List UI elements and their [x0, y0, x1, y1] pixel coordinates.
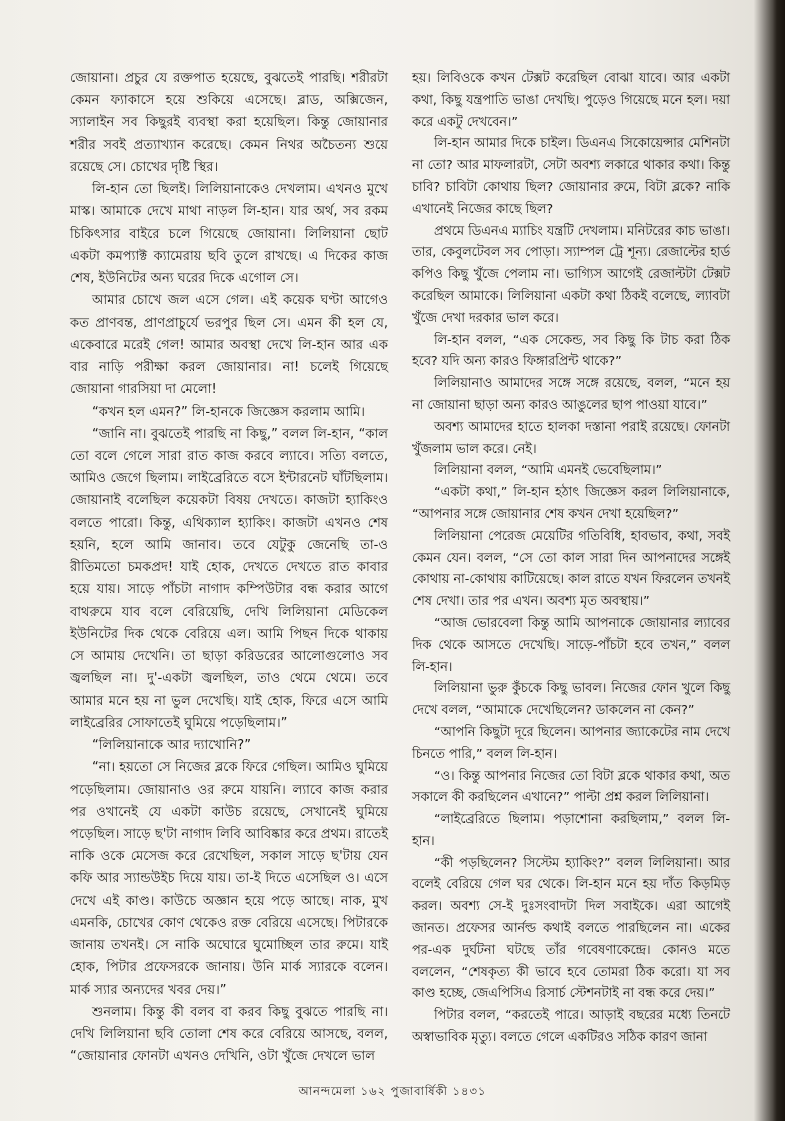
paragraph: লিলিয়ানা ভুরু কুঁচকে কিছু ভাবল। নিজের ফোন খুলে কিছু দেখে বলল, “আমাকে দেখেছিলেন? ডাকলেন না কেন?” — [412, 681, 730, 719]
right-text-column — [412, 68, 730, 1049]
paragraph: “আপনি কিছুটা দূরে ছিলেন। আপনার জ্যাকেটের নাম দেখে চিনতে পারি,” বলল লি-হান। — [412, 724, 730, 762]
page-edge-shadow — [773, 0, 785, 1121]
paragraph: লিলিয়ানা পেরেজ মেয়েটির গতিবিধি, হাবভাব, কথা, সবই কেমন যেন। বলল, “সে তো কাল সারা দিন আপনাদের সঙ্গেই কোথায় না-কোথায় কাটিয়েছে। কাল রাতে যখন ফিরলেন তখনই শেষ দেখা। তার পর এখন। অবশ্য মৃত অবস্থায়।” — [412, 528, 730, 610]
paragraph: “আজ ভোরবেলা কিন্তু আমি আপনাকে জোয়ানার ল্যাবের দিক থেকে আসতে দেখেছি। সাড়ে-পাঁচটা হবে তখন,” বলল লি-হান। — [412, 615, 730, 675]
left-text-column — [70, 68, 388, 1069]
paragraph: পিটার বলল, “করতেই পারে। আড়াই বছরের মধ্যে তিনটে অস্বাভাবিক মৃত্যু। বলতে গেলে একটিরও সঠিক কারণ জানা — [412, 1008, 730, 1046]
paragraph: হয়। লিবিওকে কখন টেক্সট করেছিল বোঝা যাবে। আর একটা কথা, কিছু যন্ত্রপাতি ভাঙা দেখছি। পুড়েও গিয়েছে মনে হল। দয়া করে একটু দেখবেন।” — [412, 71, 730, 130]
paragraph: “জানি না। বুঝতেই পারছি না কিছু,” বলল লি-হান, “কাল তো বলে গেলে সারা রাত কাজ করবে ল্যাবে। সত্যি বলতে, আমিও জেগে ছিলাম। লাইব্রেরিতে বসে ইন্টারনেট ঘাঁটছিলাম। জোয়ানাই বলেছিল কয়েকটা বিষয় দেখতে। কাজটা হ্যাকিংও বলতে পারো। কিন্তু, এথিক্যাল হ্যাকিং। কাজটা এখনও শেষ হয়নি, হলে আমি জানাব। তবে যেটুকু জেনেছি তা-ও রীতিমতো চমকপ্রদ! যাই হোক, দেখতে দেখতে রাত কাবার হয়ে যায়। সাড়ে পাঁচটা নাগাদ কম্পিউটার বন্ধ করার আগে বাথরুমে যাব বলে বেরিয়েছি, দেখি লিলিয়ানা মেডিকেল ইউনিটের দিক থেকে বেরিয়ে এল। আমি পিছন দিকে থাকায় সে আমায় দেখেনি। তা ছাড়া করিডরের আলোগুলোও সব জ্বলছিল না। দু'-একটা জ্বলছিল, তাও থেমে থেমে। তবে আমার মনে হয় না ভুল দেখেছি। যাই হোক, ফিরে এসে আমি লাইব্রেরির সোফাতেই ঘুমিয়ে পড়েছিলাম।” — [70, 426, 388, 731]
paragraph: অবশ্য আমাদের হাতে হালকা দস্তানা পরাই রয়েছে। ফোনটা খুঁজলাম ভাল করে। নেই। — [412, 419, 730, 457]
paragraph: লি-হান তো ছিলই। লিলিয়ানাকেও দেখলাম। এখনও মুখে মাস্ক। আমাকে দেখে মাথা নাড়ল লি-হান। যার অর্থ, সব রকম চিকিৎসার বাইরে চলে গিয়েছে জোয়ানা। লিলিয়ানা ছোট একটা কমপ্যাক্ট ক্যামেরায় ছবি তুলে রাখছে। এ দিকের কাজ শেষ, ইউনিটের অন্য ঘরের দিকে এগোল সে। — [70, 182, 388, 287]
paragraph: “কী পড়ছিলেন? সিস্টেম হ্যাকিং?” বলল লিলিয়ানা। আর বলেই বেরিয়ে গেল ঘর থেকে। লি-হান মনে হয় দাঁত কিড়মিড় করল। অবশ্য সে-ই দুঃসংবাদটা দিল সবাইকে। এরা আগেই জানত। প্রফেসর আর্নল্ড কথাই বলতে পারছিলেন না। একের পর-এক দুর্ঘটনা ঘটছে তাঁর গবেষণাকেন্দ্রে। কোনও মতে বললেন, “শেষকৃত্য কী ভাবে হবে তোমরা ঠিক করো। যা সব কাণ্ড হচ্ছে, জেএপিসিএ রিসার্চ স্টেশনটাই না বন্ধ করে দেয়।” — [412, 855, 730, 1002]
paragraph: “না। হয়তো সে নিজের ব্লকে ফিরে গেছিল। আমিও ঘুমিয়ে পড়েছিলাম। জোয়ানাও ওর রুমে যায়নি। ল্যাবে কাজ করার পর ওখানেই যে একটা কাউচ রয়েছে, সেখানেই ঘুমিয়ে পড়েছিল। সাড়ে ছ'টা নাগাদ লিবি আবিষ্কার করে প্রথম। রাতেই নাকি ওকে মেসেজ করে রেখেছিল, সকাল সাড়ে ছ'টায় যেন কফি আর স্যান্ডউইচ দিয়ে যায়। তা-ই দিতে এসেছিল ও। এসে দেখে এই কাণ্ড। কাউচে অজ্ঞান হয়ে পড়ে আছে। নাক, মুখ এমনকি, চোখের কোণ থেকেও রক্ত বেরিয়ে এসেছে। পিটারকে জানায় তখনই। সে নাকি অঘোরে ঘুমোচ্ছিল তার রুমে। যাই হোক, পিটার প্রফেসরকে জানায়। উনি মার্ক স্যারকে বলেন। মার্ক স্যার অন্যদের খবর দেয়।” — [70, 760, 388, 998]
paragraph: আমার চোখে জল এসে গেল। এই কয়েক ঘণ্টা আগেও কত প্রাণবন্ত, প্রাণপ্রাচুর্যে ভরপুর ছিল সে। এমন কী হল যে, একেবারে মরেই গেল! আমার অবস্থা দেখে লি-হান আর এক বার নাড়ি পরীক্ষা করল জোয়ানার। না! চলেই গিয়েছে জোয়ানা গারসিয়া দা মেলো! — [70, 293, 388, 398]
paragraph: “লাইব্রেরিতে ছিলাম। পড়াশোনা করছিলাম,” বলল লি-হান। — [412, 812, 730, 849]
paragraph: “ও। কিন্তু আপনার নিজের তো বিটা ব্লকে থাকার কথা, অত সকালে কী করছিলেন এখানে?” পাল্টা প্রশ্ন করল লিলিয়ানা। — [412, 768, 730, 806]
paragraph: লিলিয়ানাও আমাদের সঙ্গে সঙ্গে রয়েছে, বলল, “মনে হয় না জোয়ানা ছাড়া অন্য কারও আঙুলের ছাপ পাওয়া যাবে।” — [412, 376, 730, 413]
paragraph: প্রথমে ডিএনএ ম্যাচিং যন্ত্রটি দেখলাম। মনিটরের কাচ ভাঙা। তার, কেবুলটেবল সব পোড়া। স্যাম্পল ট্রে শূন্য। রেজাল্টের হার্ড কপিও কিছু খুঁজে পেলাম না। ভাগ্যিস আগেই রেজাল্টটা টেক্সট করেছিল আমাকে। লিলিয়ানা একটা কথা ঠিকই বলেছে, ল্যাবটা খুঁজে দেখা দরকার ভাল করে। — [412, 223, 730, 326]
paragraph: লি-হান আমার দিকে চাইল। ডিএনএ সিকোয়েন্সার মেশিনটা না তো? আর মাফলারটা, সেটা অবশ্য লকারে থাকার কথা। কিন্তু চাবি? চাবিটা কোথায় ছিল? জোয়ানার রুমে, বিটা ব্লকে? নাকি এখানেই নিজের কাছে ছিল? — [412, 136, 730, 217]
paragraph: “লিলিয়ানাকে আর দ্যাখোনি?” — [92, 738, 251, 754]
paragraph: “কখন হল এমন?” লি-হানকে জিজ্ঞেস করলাম আমি। — [92, 404, 365, 420]
paragraph: লি-হান বলল, “এক সেকেন্ড, সব কিছু কি টাচ করা ঠিক হবে? যদি অন্য কারও ফিঙ্গারপ্রিন্ট থাকে?” — [412, 332, 730, 370]
paragraph: “একটা কথা,” লি-হান হঠাৎ জিজ্ঞেস করল লিলিয়ানাকে, “আপনার সঙ্গে জোয়ানার শেষ কখন দেখা হয়েছিল?” — [412, 485, 730, 522]
page-footer: আনন্দমেলা ১৬২ পুজাবার্ষিকী ১৪৩১ — [298, 1084, 487, 1098]
paragraph: লিলিয়ানা বলল, “আমি এমনই ভেবেছিলাম।” — [434, 463, 663, 479]
paragraph: শুনলাম। কিন্তু কী বলব বা করব কিছু বুঝতে পারছি না। দেখি লিলিয়ানা ছবি তোলা শেষ করে বেরিয়ে আসছে, বলল, “জোয়ানার ফোনটা এখনও দেখিনি, ওটা খুঁজে দেখলে ভাল — [70, 1004, 388, 1065]
paragraph: জোয়ানা। প্রচুর যে রক্তপাত হয়েছে, বুঝতেই পারছি। শরীরটা কেমন ফ্যাকাসে হয়ে শুকিয়ে এসেছে। ব্লাড, অক্সিজেন, স্যালাইন সব কিছুরই ব্যবস্থা করা হয়েছিল। কিন্তু জোয়ানার শরীর সবই প্রত্যাখ্যান করেছে। কেমন নিথর অচৈতন্য শুয়ে রয়েছে সে। চোখের দৃষ্টি স্থির। — [70, 71, 388, 175]
